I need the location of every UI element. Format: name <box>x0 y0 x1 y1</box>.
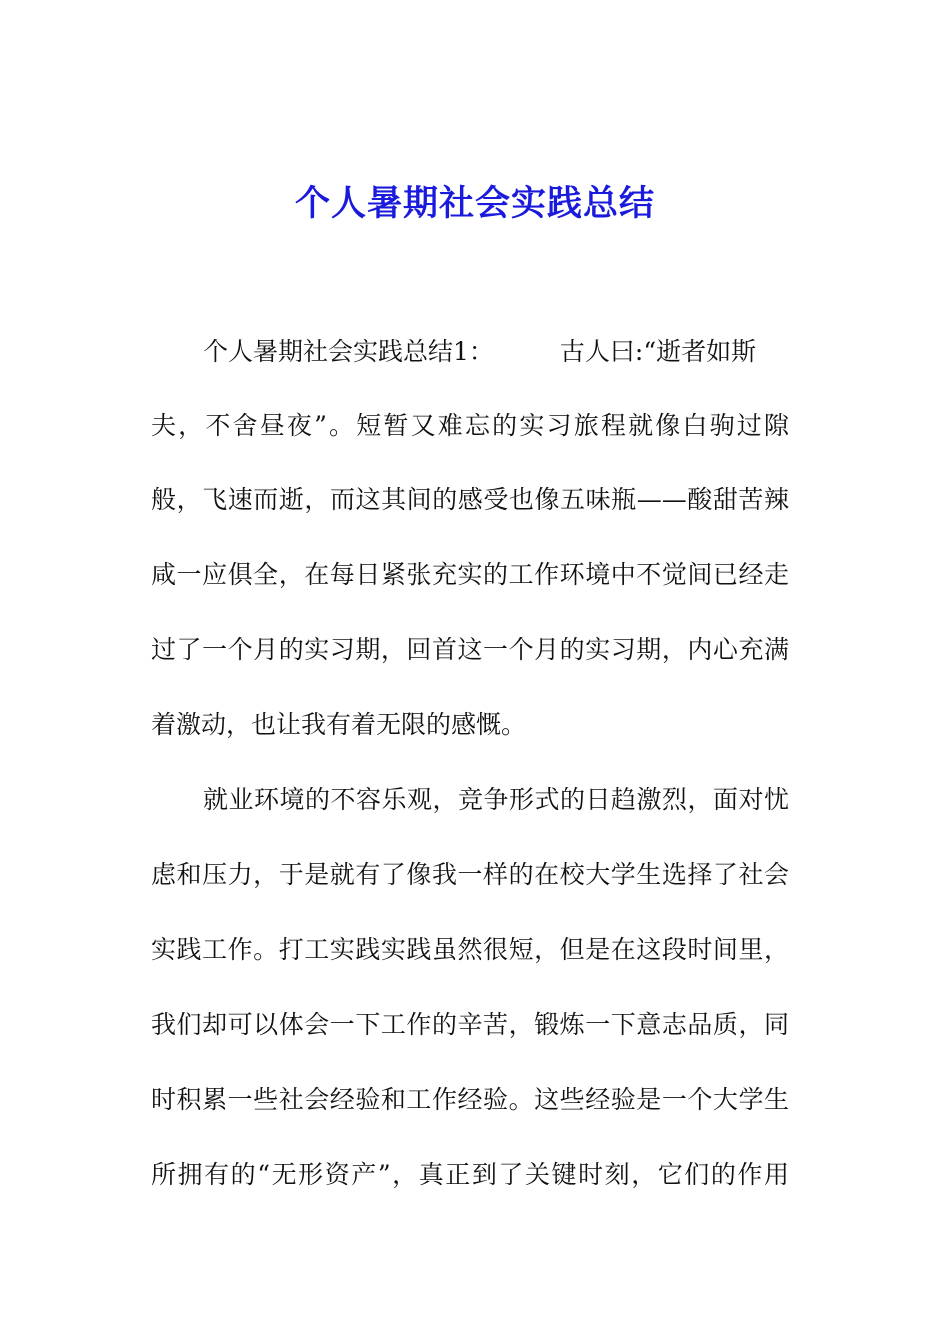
paragraph-1-line-4: 咸一应俱全，在每日紧张充实的工作环境中不觉间已经走 <box>151 560 789 589</box>
paragraph-2-line-3: 实践工作。打工实践实践虽然很短，但是在这段时间里， <box>151 935 789 964</box>
section-heading-inline: 个人暑期社会实践总结1： <box>203 337 494 366</box>
paragraph-2-line-5: 时积累一些社会经验和工作经验。这些经验是一个大学生 <box>151 1085 789 1114</box>
paragraph-2-line-4: 我们却可以体会一下工作的辛苦，锻炼一下意志品质，同 <box>151 1010 789 1039</box>
paragraph-2-line-6: 所拥有的“无形资产”，真正到了关键时刻，它们的作用 <box>151 1160 789 1189</box>
paragraph-1-line-6: 着激动，也让我有着无限的感慨。 <box>151 710 527 739</box>
document-title: 个人暑期社会实践总结 <box>294 183 655 224</box>
paragraph-1-line-2: 夫，不舍昼夜”。短暂又难忘的实习旅程就像白驹过隙 <box>151 411 789 440</box>
paragraph-text: 古人曰:“逝者如斯 <box>559 337 757 366</box>
paragraph-1-line-1 <box>203 332 756 372</box>
paragraph-2-line-1: 就业环境的不容乐观，竞争形式的日趋激烈，面对忧 <box>203 785 789 814</box>
paragraph-1-line-5: 过了一个月的实习期，回首这一个月的实习期，内心充满 <box>151 635 789 664</box>
paragraph-2-line-2: 虑和压力，于是就有了像我一样的在校大学生选择了社会 <box>151 860 789 889</box>
paragraph-1-line-3: 般，飞速而逝，而这其间的感受也像五味瓶——酸甜苦辣 <box>151 485 789 514</box>
